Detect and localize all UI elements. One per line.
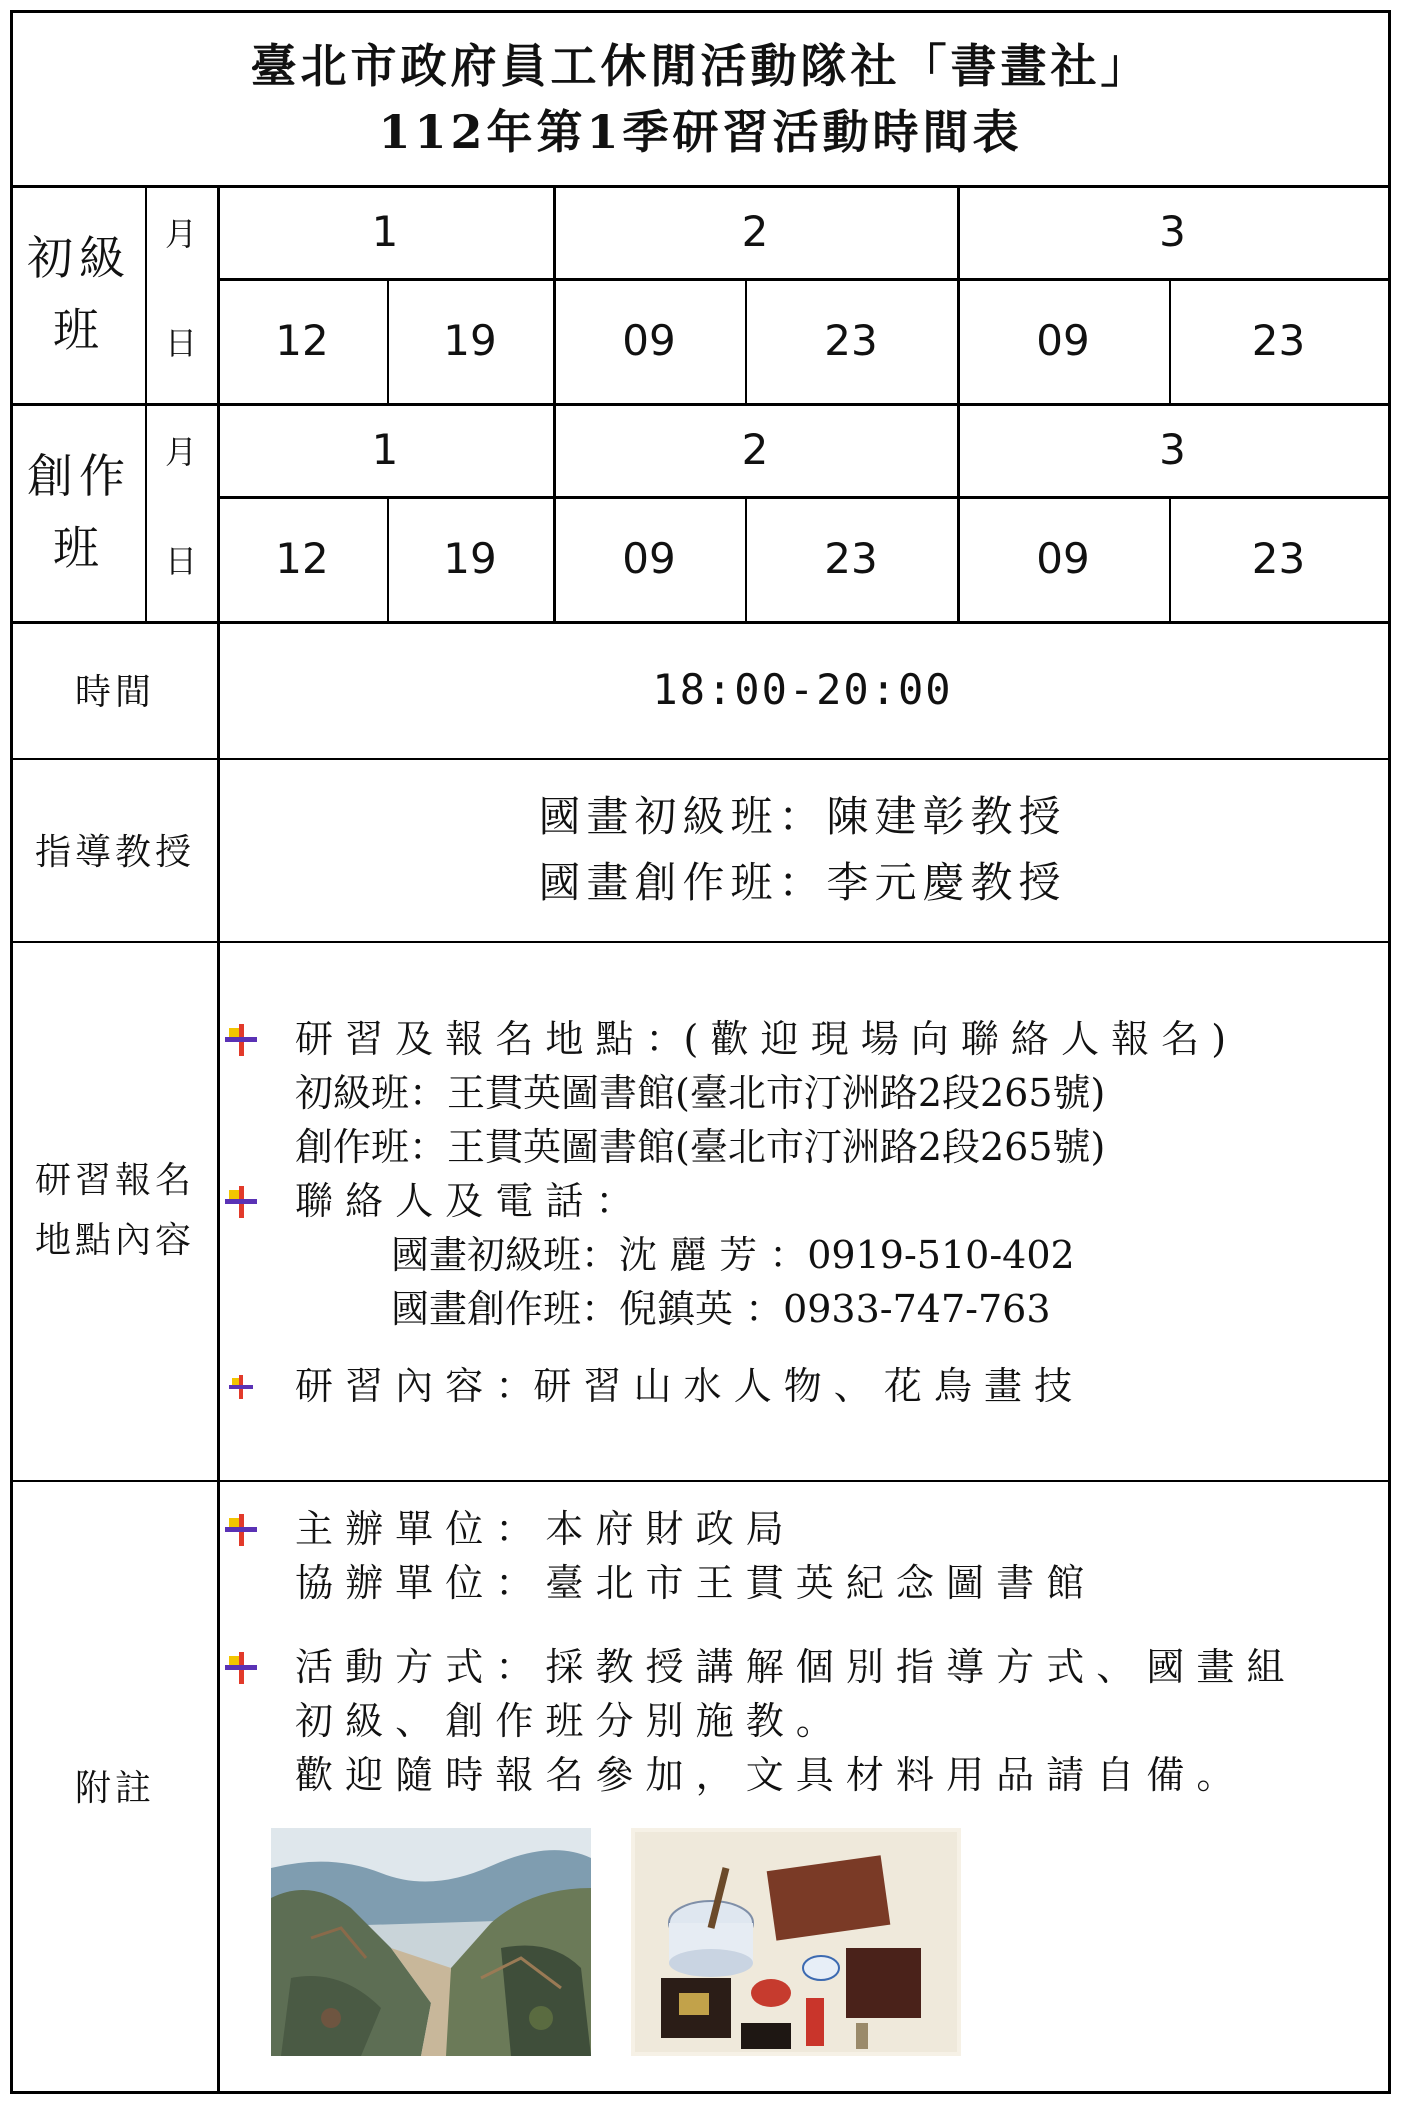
venue-label-line-1: 研習報名	[34, 1159, 195, 1201]
venue-line: 創作班：王貫英圖書館(臺北市汀洲路2段265號)	[295, 1125, 1106, 1169]
creative-day-cell: 09	[1036, 534, 1090, 583]
creative-month-header: 月	[164, 432, 197, 471]
venue-line: 研 習 內 容 ：研 習 山 水 人 物 、 花 鳥 畫 技	[295, 1364, 1073, 1408]
time-value: 18:00-20:00	[652, 665, 953, 714]
venue-line: 初級班：王貫英圖書館(臺北市汀洲路2段265號)	[295, 1071, 1106, 1115]
beginner-day-cell: 23	[824, 316, 878, 365]
beginner-label-line-2: 班	[53, 303, 105, 357]
time-label: 時間	[74, 672, 155, 713]
bullet-icon	[225, 1024, 257, 1056]
venue-line: 國畫初級班：沈 麗 芳 ：0919-510-402	[391, 1233, 1075, 1277]
instructor-line-2: 國畫創作班：李元慶教授	[538, 857, 1067, 907]
title-line-1: 臺北市政府員工休閒活動隊社「書畫社」	[250, 39, 1151, 93]
creative-month-cell: 1	[371, 425, 399, 474]
notes-line: 活 動 方 式 ： 採 教 授 講 解 個 別 指 導 方 式 、 國 畫 組	[295, 1645, 1285, 1689]
beginner-day-cell: 12	[275, 316, 329, 365]
creative-label-line-2: 班	[53, 521, 105, 575]
venue-line: 研 習 及 報 名 地 點 ：( 歡 迎 現 場 向 聯 絡 人 報 名 )	[295, 1017, 1227, 1061]
schedule-document	[10, 10, 1391, 2094]
venue-line: 聯 絡 人 及 電 話 ：	[295, 1179, 634, 1223]
instructor-info	[217, 758, 1388, 941]
bullet-icon	[225, 1652, 257, 1684]
creative-class-label	[13, 403, 145, 621]
beginner-day-header: 日	[164, 323, 197, 362]
venue-label-line-2: 地點內容	[34, 1219, 195, 1261]
beginner-class-label	[13, 185, 145, 403]
beginner-day-cell: 19	[443, 316, 497, 365]
calligraphy-tools-image	[631, 1828, 961, 2056]
creative-day-header: 日	[164, 541, 197, 580]
venue-label	[13, 941, 217, 1480]
instructor-line-1: 國畫初級班：陳建彰教授	[538, 791, 1067, 841]
bullet-icon	[225, 1186, 257, 1218]
creative-label-line-1: 創作	[27, 449, 131, 503]
beginner-month-cell: 3	[1159, 207, 1186, 256]
bullet-icon	[229, 1375, 253, 1399]
instructor-label: 指導教授	[34, 832, 195, 873]
title-line-2: 112年第1季研習活動時間表	[378, 105, 1023, 159]
bullet-icon	[225, 1514, 257, 1546]
creative-day-cell: 09	[622, 534, 676, 583]
beginner-month-cell: 1	[371, 207, 399, 256]
notes-line: 主 辦 單 位 ： 本 府 財 政 局	[295, 1507, 784, 1551]
beginner-day-cell: 09	[622, 316, 676, 365]
creative-month-cell: 2	[741, 425, 769, 474]
notes-line: 協 辦 單 位 ： 臺 北 市 王 貫 英 紀 念 圖 書 館	[295, 1561, 1085, 1605]
creative-day-cell: 23	[824, 534, 878, 583]
beginner-label-line-1: 初級	[27, 231, 131, 285]
beginner-month-cell: 2	[741, 207, 769, 256]
beginner-day-cell: 09	[1036, 316, 1090, 365]
notes-line: 歡 迎 隨 時 報 名 參 加 ， 文 具 材 料 用 品 請 自 備 。	[295, 1753, 1235, 1797]
creative-day-cell: 23	[1251, 534, 1306, 583]
beginner-month-header: 月	[164, 214, 197, 253]
notes-label: 附註	[74, 1768, 155, 1809]
notes-line: 初 級 、 創 作 班 分 別 施 教 。	[295, 1699, 834, 1743]
creative-month-cell: 3	[1159, 425, 1186, 474]
page-title	[13, 13, 1388, 185]
creative-day-cell: 12	[275, 534, 329, 583]
landscape-painting-image	[271, 1828, 591, 2056]
creative-day-cell: 19	[443, 534, 497, 583]
venue-line: 國畫創作班：倪鎮英 ：0933-747-763	[391, 1287, 1051, 1331]
beginner-day-cell: 23	[1251, 316, 1306, 365]
